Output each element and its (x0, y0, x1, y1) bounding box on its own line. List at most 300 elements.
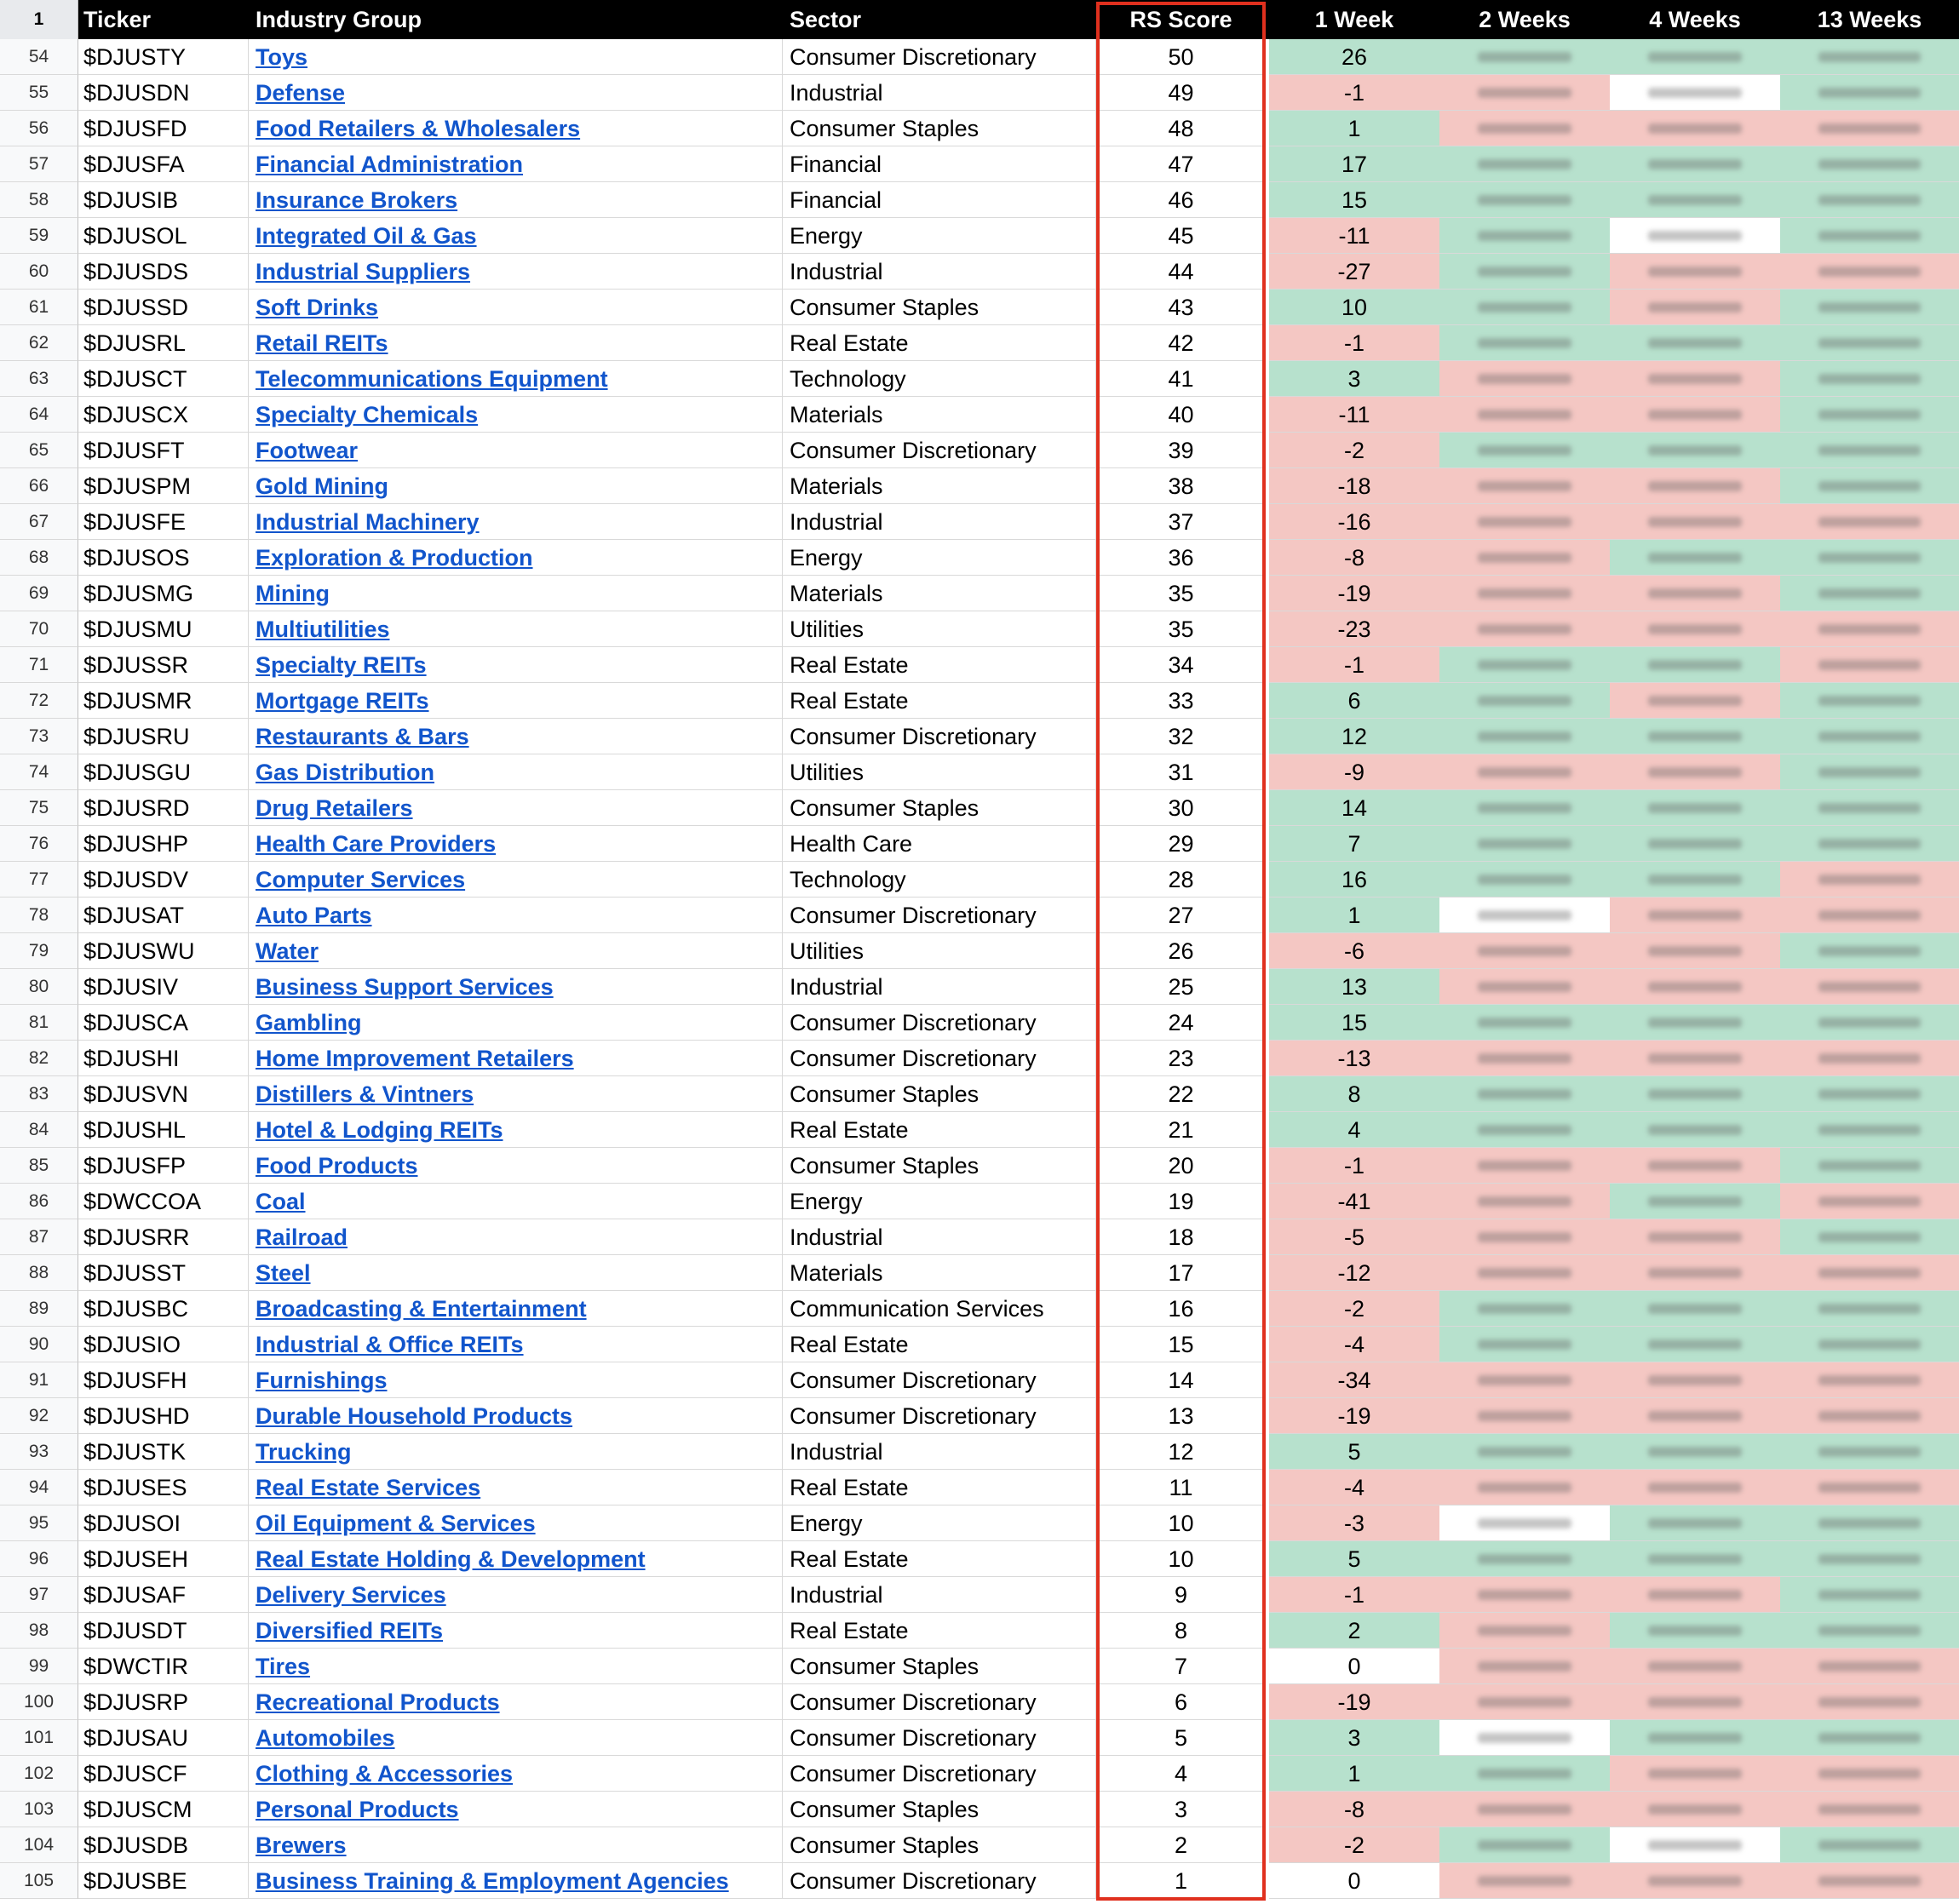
row-number[interactable]: 94 (0, 1470, 78, 1505)
row-number[interactable]: 77 (0, 862, 78, 898)
industry-group-link[interactable]: Defense (256, 80, 346, 106)
industry-group-link[interactable]: Gas Distribution (256, 760, 435, 785)
row-number[interactable]: 99 (0, 1649, 78, 1684)
week13-change-cell-redacted[interactable] (1780, 361, 1959, 397)
week1-change-cell[interactable]: -8 (1269, 1792, 1439, 1827)
week2-change-cell-redacted[interactable] (1439, 1041, 1610, 1076)
week2-change-cell-redacted[interactable] (1439, 826, 1610, 862)
week1-change-cell[interactable]: 0 (1269, 1863, 1439, 1899)
sector-cell[interactable]: Consumer Staples (783, 790, 1096, 826)
row-number[interactable]: 96 (0, 1541, 78, 1577)
rs-score-cell[interactable]: 42 (1096, 325, 1266, 361)
industry-group-link[interactable]: Multiutilities (256, 617, 390, 642)
week13-change-cell-redacted[interactable] (1780, 969, 1959, 1005)
rs-score-cell[interactable]: 50 (1096, 39, 1266, 75)
industry-group-link[interactable]: Personal Products (256, 1797, 459, 1822)
week2-change-cell-redacted[interactable] (1439, 254, 1610, 290)
week4-change-cell-redacted[interactable] (1610, 39, 1780, 75)
ticker-cell[interactable]: $DJUSHP (78, 826, 249, 862)
week13-change-cell-redacted[interactable] (1780, 1184, 1959, 1219)
rs-score-cell[interactable]: 13 (1096, 1398, 1266, 1434)
rs-score-cell[interactable]: 31 (1096, 754, 1266, 790)
row-number[interactable]: 104 (0, 1827, 78, 1863)
row-number[interactable]: 61 (0, 290, 78, 325)
sector-cell[interactable]: Consumer Discretionary (783, 898, 1096, 933)
week13-change-cell-redacted[interactable] (1780, 862, 1959, 898)
week1-change-cell[interactable]: -3 (1269, 1505, 1439, 1541)
week4-change-cell-redacted[interactable] (1610, 1613, 1780, 1649)
rs-score-cell[interactable]: 43 (1096, 290, 1266, 325)
row-number[interactable]: 64 (0, 397, 78, 433)
rs-score-cell[interactable]: 35 (1096, 611, 1266, 647)
week2-change-cell-redacted[interactable] (1439, 1649, 1610, 1684)
row-number[interactable]: 79 (0, 933, 78, 969)
row-number[interactable]: 57 (0, 146, 78, 182)
industry-group-link[interactable]: Real Estate Services (256, 1475, 481, 1500)
rs-score-cell[interactable]: 23 (1096, 1041, 1266, 1076)
week1-change-cell[interactable]: 3 (1269, 1720, 1439, 1756)
industry-group-link[interactable]: Exploration & Production (256, 545, 533, 571)
industry-group-link[interactable]: Distillers & Vintners (256, 1081, 474, 1107)
week4-change-cell-redacted[interactable] (1610, 182, 1780, 218)
week2-change-cell-redacted[interactable] (1439, 1327, 1610, 1362)
week13-change-cell-redacted[interactable] (1780, 1720, 1959, 1756)
industry-group-link[interactable]: Recreational Products (256, 1689, 500, 1715)
week4-change-cell-redacted[interactable] (1610, 254, 1780, 290)
industry-group-link[interactable]: Footwear (256, 438, 359, 463)
sector-cell[interactable]: Consumer Staples (783, 1792, 1096, 1827)
week13-change-cell-redacted[interactable] (1780, 1076, 1959, 1112)
sector-cell[interactable]: Consumer Discretionary (783, 1041, 1096, 1076)
week13-change-cell-redacted[interactable] (1780, 1792, 1959, 1827)
sector-cell[interactable]: Consumer Staples (783, 1076, 1096, 1112)
row-number[interactable]: 87 (0, 1219, 78, 1255)
row-number[interactable]: 58 (0, 182, 78, 218)
rs-score-cell[interactable]: 38 (1096, 468, 1266, 504)
row-number[interactable]: 85 (0, 1148, 78, 1184)
rs-score-cell[interactable]: 5 (1096, 1720, 1266, 1756)
week2-change-cell-redacted[interactable] (1439, 182, 1610, 218)
industry-group-link[interactable]: Gambling (256, 1010, 362, 1035)
industry-group-link[interactable]: Integrated Oil & Gas (256, 223, 477, 249)
industry-group-link[interactable]: Automobiles (256, 1725, 395, 1751)
ticker-cell[interactable]: $DJUSRD (78, 790, 249, 826)
rs-score-cell[interactable]: 7 (1096, 1649, 1266, 1684)
sector-cell[interactable]: Consumer Staples (783, 1649, 1096, 1684)
sector-cell[interactable]: Real Estate (783, 683, 1096, 719)
week2-change-cell-redacted[interactable] (1439, 1434, 1610, 1470)
week13-change-cell-redacted[interactable] (1780, 1434, 1959, 1470)
sector-cell[interactable]: Consumer Discretionary (783, 1863, 1096, 1899)
row-number[interactable]: 74 (0, 754, 78, 790)
week13-change-cell-redacted[interactable] (1780, 1291, 1959, 1327)
week1-change-cell[interactable]: 4 (1269, 1112, 1439, 1148)
ticker-cell[interactable]: $DJUSCA (78, 1005, 249, 1041)
week13-change-cell-redacted[interactable] (1780, 1041, 1959, 1076)
week2-change-cell-redacted[interactable] (1439, 647, 1610, 683)
ticker-cell[interactable]: $DJUSOS (78, 540, 249, 576)
industry-group-link[interactable]: Tires (256, 1654, 311, 1679)
sector-cell[interactable]: Utilities (783, 754, 1096, 790)
week13-change-cell-redacted[interactable] (1780, 1756, 1959, 1792)
week2-change-cell-redacted[interactable] (1439, 1255, 1610, 1291)
row-number[interactable]: 82 (0, 1041, 78, 1076)
industry-group-link[interactable]: Toys (256, 44, 308, 70)
industry-group-link[interactable]: Durable Household Products (256, 1403, 573, 1429)
week2-change-cell-redacted[interactable] (1439, 468, 1610, 504)
week1-change-cell[interactable]: -16 (1269, 504, 1439, 540)
week13-change-cell-redacted[interactable] (1780, 1649, 1959, 1684)
ticker-cell[interactable]: $DJUSRR (78, 1219, 249, 1255)
week1-change-cell[interactable]: 7 (1269, 826, 1439, 862)
sector-cell[interactable]: Technology (783, 361, 1096, 397)
header-row-number[interactable]: 1 (0, 0, 78, 39)
week4-change-cell-redacted[interactable] (1610, 1434, 1780, 1470)
sector-cell[interactable]: Real Estate (783, 1613, 1096, 1649)
week2-change-cell-redacted[interactable] (1439, 1756, 1610, 1792)
rs-score-cell[interactable]: 24 (1096, 1005, 1266, 1041)
sector-cell[interactable]: Industrial (783, 254, 1096, 290)
week2-change-cell-redacted[interactable] (1439, 1613, 1610, 1649)
week4-change-cell-redacted[interactable] (1610, 1720, 1780, 1756)
sector-cell[interactable]: Consumer Discretionary (783, 433, 1096, 468)
week13-change-cell-redacted[interactable] (1780, 504, 1959, 540)
week13-change-cell-redacted[interactable] (1780, 1112, 1959, 1148)
industry-group-link[interactable]: Brewers (256, 1832, 347, 1858)
industry-group-link[interactable]: Business Support Services (256, 974, 554, 1000)
week2-change-cell-redacted[interactable] (1439, 1577, 1610, 1613)
rs-score-cell[interactable]: 29 (1096, 826, 1266, 862)
industry-group-link[interactable]: Delivery Services (256, 1582, 446, 1608)
week2-change-cell-redacted[interactable] (1439, 1505, 1610, 1541)
ticker-cell[interactable]: $DWCCOA (78, 1184, 249, 1219)
row-number[interactable]: 91 (0, 1362, 78, 1398)
ticker-cell[interactable]: $DJUSCX (78, 397, 249, 433)
week1-change-cell[interactable]: 14 (1269, 790, 1439, 826)
week4-change-cell-redacted[interactable] (1610, 647, 1780, 683)
week1-change-cell[interactable]: -5 (1269, 1219, 1439, 1255)
week4-change-cell-redacted[interactable] (1610, 933, 1780, 969)
week1-change-cell[interactable]: 1 (1269, 1756, 1439, 1792)
week4-change-cell-redacted[interactable] (1610, 1470, 1780, 1505)
week4-change-cell-redacted[interactable] (1610, 1327, 1780, 1362)
week13-change-cell-redacted[interactable] (1780, 719, 1959, 754)
sector-cell[interactable]: Industrial (783, 1577, 1096, 1613)
week2-change-cell-redacted[interactable] (1439, 683, 1610, 719)
ticker-cell[interactable]: $DJUSDN (78, 75, 249, 111)
week13-change-cell-redacted[interactable] (1780, 1327, 1959, 1362)
rs-score-cell[interactable]: 18 (1096, 1219, 1266, 1255)
sector-cell[interactable]: Consumer Staples (783, 1148, 1096, 1184)
week4-change-cell-redacted[interactable] (1610, 754, 1780, 790)
sector-cell[interactable]: Real Estate (783, 1541, 1096, 1577)
sector-cell[interactable]: Consumer Discretionary (783, 1720, 1096, 1756)
week1-change-cell[interactable]: 15 (1269, 182, 1439, 218)
ticker-cell[interactable]: $DJUSST (78, 1255, 249, 1291)
week2-change-cell-redacted[interactable] (1439, 1112, 1610, 1148)
week4-change-cell-redacted[interactable] (1610, 611, 1780, 647)
rs-score-cell[interactable]: 1 (1096, 1863, 1266, 1899)
week1-change-cell[interactable]: -1 (1269, 75, 1439, 111)
week13-change-cell-redacted[interactable] (1780, 290, 1959, 325)
industry-group-link[interactable]: Diversified REITs (256, 1618, 444, 1643)
row-number[interactable]: 66 (0, 468, 78, 504)
rs-score-cell[interactable]: 19 (1096, 1184, 1266, 1219)
week4-change-cell-redacted[interactable] (1610, 1112, 1780, 1148)
week4-change-cell-redacted[interactable] (1610, 1219, 1780, 1255)
rs-score-cell[interactable]: 40 (1096, 397, 1266, 433)
ticker-cell[interactable]: $DJUSDS (78, 254, 249, 290)
row-number[interactable]: 92 (0, 1398, 78, 1434)
ticker-cell[interactable]: $DJUSES (78, 1470, 249, 1505)
week13-change-cell-redacted[interactable] (1780, 111, 1959, 146)
header-1-week[interactable]: 1 Week (1314, 7, 1394, 32)
week2-change-cell-redacted[interactable] (1439, 898, 1610, 933)
industry-group-link[interactable]: Insurance Brokers (256, 187, 458, 213)
industry-group-link[interactable]: Mining (256, 581, 330, 606)
industry-group-link[interactable]: Broadcasting & Entertainment (256, 1296, 587, 1322)
sector-cell[interactable]: Health Care (783, 826, 1096, 862)
row-number[interactable]: 59 (0, 218, 78, 254)
ticker-cell[interactable]: $DJUSRP (78, 1684, 249, 1720)
row-number[interactable]: 89 (0, 1291, 78, 1327)
rs-score-cell[interactable]: 30 (1096, 790, 1266, 826)
row-number[interactable]: 81 (0, 1005, 78, 1041)
week1-change-cell[interactable]: 8 (1269, 1076, 1439, 1112)
week4-change-cell-redacted[interactable] (1610, 1076, 1780, 1112)
row-number[interactable]: 100 (0, 1684, 78, 1720)
week2-change-cell-redacted[interactable] (1439, 1863, 1610, 1899)
industry-group-link[interactable]: Railroad (256, 1224, 348, 1250)
rs-score-cell[interactable]: 11 (1096, 1470, 1266, 1505)
row-number[interactable]: 103 (0, 1792, 78, 1827)
rs-score-cell[interactable]: 28 (1096, 862, 1266, 898)
industry-group-link[interactable]: Retail REITs (256, 330, 388, 356)
rs-score-cell[interactable]: 3 (1096, 1792, 1266, 1827)
industry-group-link[interactable]: Restaurants & Bars (256, 724, 469, 749)
week1-change-cell[interactable]: -34 (1269, 1362, 1439, 1398)
week1-change-cell[interactable]: -19 (1269, 1684, 1439, 1720)
week13-change-cell-redacted[interactable] (1780, 576, 1959, 611)
week13-change-cell-redacted[interactable] (1780, 647, 1959, 683)
week1-change-cell[interactable]: 10 (1269, 290, 1439, 325)
ticker-cell[interactable]: $DJUSPM (78, 468, 249, 504)
industry-group-link[interactable]: Clothing & Accessories (256, 1761, 514, 1786)
week2-change-cell-redacted[interactable] (1439, 397, 1610, 433)
week13-change-cell-redacted[interactable] (1780, 1219, 1959, 1255)
row-number[interactable]: 62 (0, 325, 78, 361)
week13-change-cell-redacted[interactable] (1780, 826, 1959, 862)
rs-score-cell[interactable]: 32 (1096, 719, 1266, 754)
sector-cell[interactable]: Consumer Staples (783, 111, 1096, 146)
week1-change-cell[interactable]: -27 (1269, 254, 1439, 290)
industry-group-link[interactable]: Telecommunications Equipment (256, 366, 608, 392)
sector-cell[interactable]: Energy (783, 1184, 1096, 1219)
row-number[interactable]: 60 (0, 254, 78, 290)
row-number[interactable]: 72 (0, 683, 78, 719)
header-rs-score[interactable]: RS Score (1129, 7, 1232, 32)
week4-change-cell-redacted[interactable] (1610, 1005, 1780, 1041)
ticker-cell[interactable]: $DJUSHD (78, 1398, 249, 1434)
week1-change-cell[interactable]: 0 (1269, 1649, 1439, 1684)
week13-change-cell-redacted[interactable] (1780, 254, 1959, 290)
industry-group-link[interactable]: Auto Parts (256, 903, 372, 928)
header-industry-group[interactable]: Industry Group (256, 7, 422, 32)
week2-change-cell-redacted[interactable] (1439, 361, 1610, 397)
industry-group-link[interactable]: Home Improvement Retailers (256, 1046, 574, 1071)
row-number[interactable]: 73 (0, 719, 78, 754)
ticker-cell[interactable]: $DJUSVN (78, 1076, 249, 1112)
sector-cell[interactable]: Utilities (783, 611, 1096, 647)
week1-change-cell[interactable]: -23 (1269, 611, 1439, 647)
industry-group-link[interactable]: Water (256, 938, 319, 964)
industry-group-link[interactable]: Specialty REITs (256, 652, 427, 678)
rs-score-cell[interactable]: 21 (1096, 1112, 1266, 1148)
sector-cell[interactable]: Consumer Discretionary (783, 1756, 1096, 1792)
week4-change-cell-redacted[interactable] (1610, 1184, 1780, 1219)
rs-score-cell[interactable]: 2 (1096, 1827, 1266, 1863)
industry-group-link[interactable]: Health Care Providers (256, 831, 497, 857)
industry-group-link[interactable]: Computer Services (256, 867, 466, 892)
week4-change-cell-redacted[interactable] (1610, 1756, 1780, 1792)
week2-change-cell-redacted[interactable] (1439, 862, 1610, 898)
ticker-cell[interactable]: $DJUSFA (78, 146, 249, 182)
week4-change-cell-redacted[interactable] (1610, 218, 1780, 254)
ticker-cell[interactable]: $DJUSCM (78, 1792, 249, 1827)
week1-change-cell[interactable]: 5 (1269, 1541, 1439, 1577)
row-number[interactable]: 84 (0, 1112, 78, 1148)
week4-change-cell-redacted[interactable] (1610, 146, 1780, 182)
week2-change-cell-redacted[interactable] (1439, 75, 1610, 111)
ticker-cell[interactable]: $DJUSMG (78, 576, 249, 611)
header-13-weeks[interactable]: 13 Weeks (1817, 7, 1922, 32)
sector-cell[interactable]: Energy (783, 218, 1096, 254)
rs-score-cell[interactable]: 17 (1096, 1255, 1266, 1291)
ticker-cell[interactable]: $DJUSBE (78, 1863, 249, 1899)
ticker-cell[interactable]: $DJUSTK (78, 1434, 249, 1470)
week4-change-cell-redacted[interactable] (1610, 790, 1780, 826)
week2-change-cell-redacted[interactable] (1439, 111, 1610, 146)
week2-change-cell-redacted[interactable] (1439, 39, 1610, 75)
week13-change-cell-redacted[interactable] (1780, 182, 1959, 218)
ticker-cell[interactable]: $DJUSFT (78, 433, 249, 468)
row-number[interactable]: 76 (0, 826, 78, 862)
week13-change-cell-redacted[interactable] (1780, 39, 1959, 75)
week4-change-cell-redacted[interactable] (1610, 325, 1780, 361)
week2-change-cell-redacted[interactable] (1439, 1470, 1610, 1505)
sector-cell[interactable]: Consumer Discretionary (783, 1684, 1096, 1720)
week2-change-cell-redacted[interactable] (1439, 504, 1610, 540)
week4-change-cell-redacted[interactable] (1610, 290, 1780, 325)
rs-score-cell[interactable]: 44 (1096, 254, 1266, 290)
industry-group-link[interactable]: Real Estate Holding & Development (256, 1546, 646, 1572)
ticker-cell[interactable]: $DJUSSD (78, 290, 249, 325)
ticker-cell[interactable]: $DWCTIR (78, 1649, 249, 1684)
sector-cell[interactable]: Industrial (783, 969, 1096, 1005)
industry-group-link[interactable]: Food Retailers & Wholesalers (256, 116, 581, 141)
header-sector[interactable]: Sector (790, 7, 862, 32)
sector-cell[interactable]: Consumer Staples (783, 1827, 1096, 1863)
week4-change-cell-redacted[interactable] (1610, 1684, 1780, 1720)
ticker-cell[interactable]: $DJUSFD (78, 111, 249, 146)
week4-change-cell-redacted[interactable] (1610, 683, 1780, 719)
ticker-cell[interactable]: $DJUSOI (78, 1505, 249, 1541)
ticker-cell[interactable]: $DJUSRU (78, 719, 249, 754)
industry-group-link[interactable]: Financial Administration (256, 152, 524, 177)
ticker-cell[interactable]: $DJUSIB (78, 182, 249, 218)
week4-change-cell-redacted[interactable] (1610, 1505, 1780, 1541)
week13-change-cell-redacted[interactable] (1780, 1577, 1959, 1613)
rs-score-cell[interactable]: 20 (1096, 1148, 1266, 1184)
sector-cell[interactable]: Consumer Discretionary (783, 1398, 1096, 1434)
week1-change-cell[interactable]: -19 (1269, 1398, 1439, 1434)
week2-change-cell-redacted[interactable] (1439, 1398, 1610, 1434)
industry-group-link[interactable]: Soft Drinks (256, 295, 379, 320)
week2-change-cell-redacted[interactable] (1439, 1792, 1610, 1827)
sector-cell[interactable]: Consumer Discretionary (783, 719, 1096, 754)
week4-change-cell-redacted[interactable] (1610, 719, 1780, 754)
week1-change-cell[interactable]: -6 (1269, 933, 1439, 969)
week13-change-cell-redacted[interactable] (1780, 1863, 1959, 1899)
sector-cell[interactable]: Consumer Discretionary (783, 1005, 1096, 1041)
week1-change-cell[interactable]: 13 (1269, 969, 1439, 1005)
row-number[interactable]: 101 (0, 1720, 78, 1756)
row-number[interactable]: 56 (0, 111, 78, 146)
week2-change-cell-redacted[interactable] (1439, 218, 1610, 254)
ticker-cell[interactable]: $DJUSCT (78, 361, 249, 397)
week13-change-cell-redacted[interactable] (1780, 433, 1959, 468)
row-number[interactable]: 68 (0, 540, 78, 576)
ticker-cell[interactable]: $DJUSBC (78, 1291, 249, 1327)
week4-change-cell-redacted[interactable] (1610, 111, 1780, 146)
week2-change-cell-redacted[interactable] (1439, 611, 1610, 647)
week13-change-cell-redacted[interactable] (1780, 683, 1959, 719)
industry-group-link[interactable]: Coal (256, 1189, 306, 1214)
row-number[interactable]: 90 (0, 1327, 78, 1362)
industry-group-link[interactable]: Industrial Suppliers (256, 259, 471, 284)
week1-change-cell[interactable]: -2 (1269, 1291, 1439, 1327)
week4-change-cell-redacted[interactable] (1610, 1291, 1780, 1327)
sector-cell[interactable]: Energy (783, 1505, 1096, 1541)
ticker-cell[interactable]: $DJUSDT (78, 1613, 249, 1649)
week13-change-cell-redacted[interactable] (1780, 325, 1959, 361)
rs-score-cell[interactable]: 41 (1096, 361, 1266, 397)
week4-change-cell-redacted[interactable] (1610, 1398, 1780, 1434)
ticker-cell[interactable]: $DJUSFP (78, 1148, 249, 1184)
week1-change-cell[interactable]: -1 (1269, 647, 1439, 683)
rs-score-cell[interactable]: 6 (1096, 1684, 1266, 1720)
week4-change-cell-redacted[interactable] (1610, 1827, 1780, 1863)
week1-change-cell[interactable]: 26 (1269, 39, 1439, 75)
week13-change-cell-redacted[interactable] (1780, 933, 1959, 969)
week2-change-cell-redacted[interactable] (1439, 1184, 1610, 1219)
row-number[interactable]: 88 (0, 1255, 78, 1291)
week13-change-cell-redacted[interactable] (1780, 468, 1959, 504)
week1-change-cell[interactable]: 3 (1269, 361, 1439, 397)
rs-score-cell[interactable]: 45 (1096, 218, 1266, 254)
week13-change-cell-redacted[interactable] (1780, 75, 1959, 111)
sector-cell[interactable]: Utilities (783, 933, 1096, 969)
week13-change-cell-redacted[interactable] (1780, 790, 1959, 826)
rs-score-cell[interactable]: 49 (1096, 75, 1266, 111)
week2-change-cell-redacted[interactable] (1439, 1684, 1610, 1720)
row-number[interactable]: 93 (0, 1434, 78, 1470)
ticker-cell[interactable]: $DJUSAT (78, 898, 249, 933)
industry-group-link[interactable]: Hotel & Lodging REITs (256, 1117, 503, 1143)
rs-score-cell[interactable]: 9 (1096, 1577, 1266, 1613)
ticker-cell[interactable]: $DJUSAU (78, 1720, 249, 1756)
sector-cell[interactable]: Technology (783, 862, 1096, 898)
